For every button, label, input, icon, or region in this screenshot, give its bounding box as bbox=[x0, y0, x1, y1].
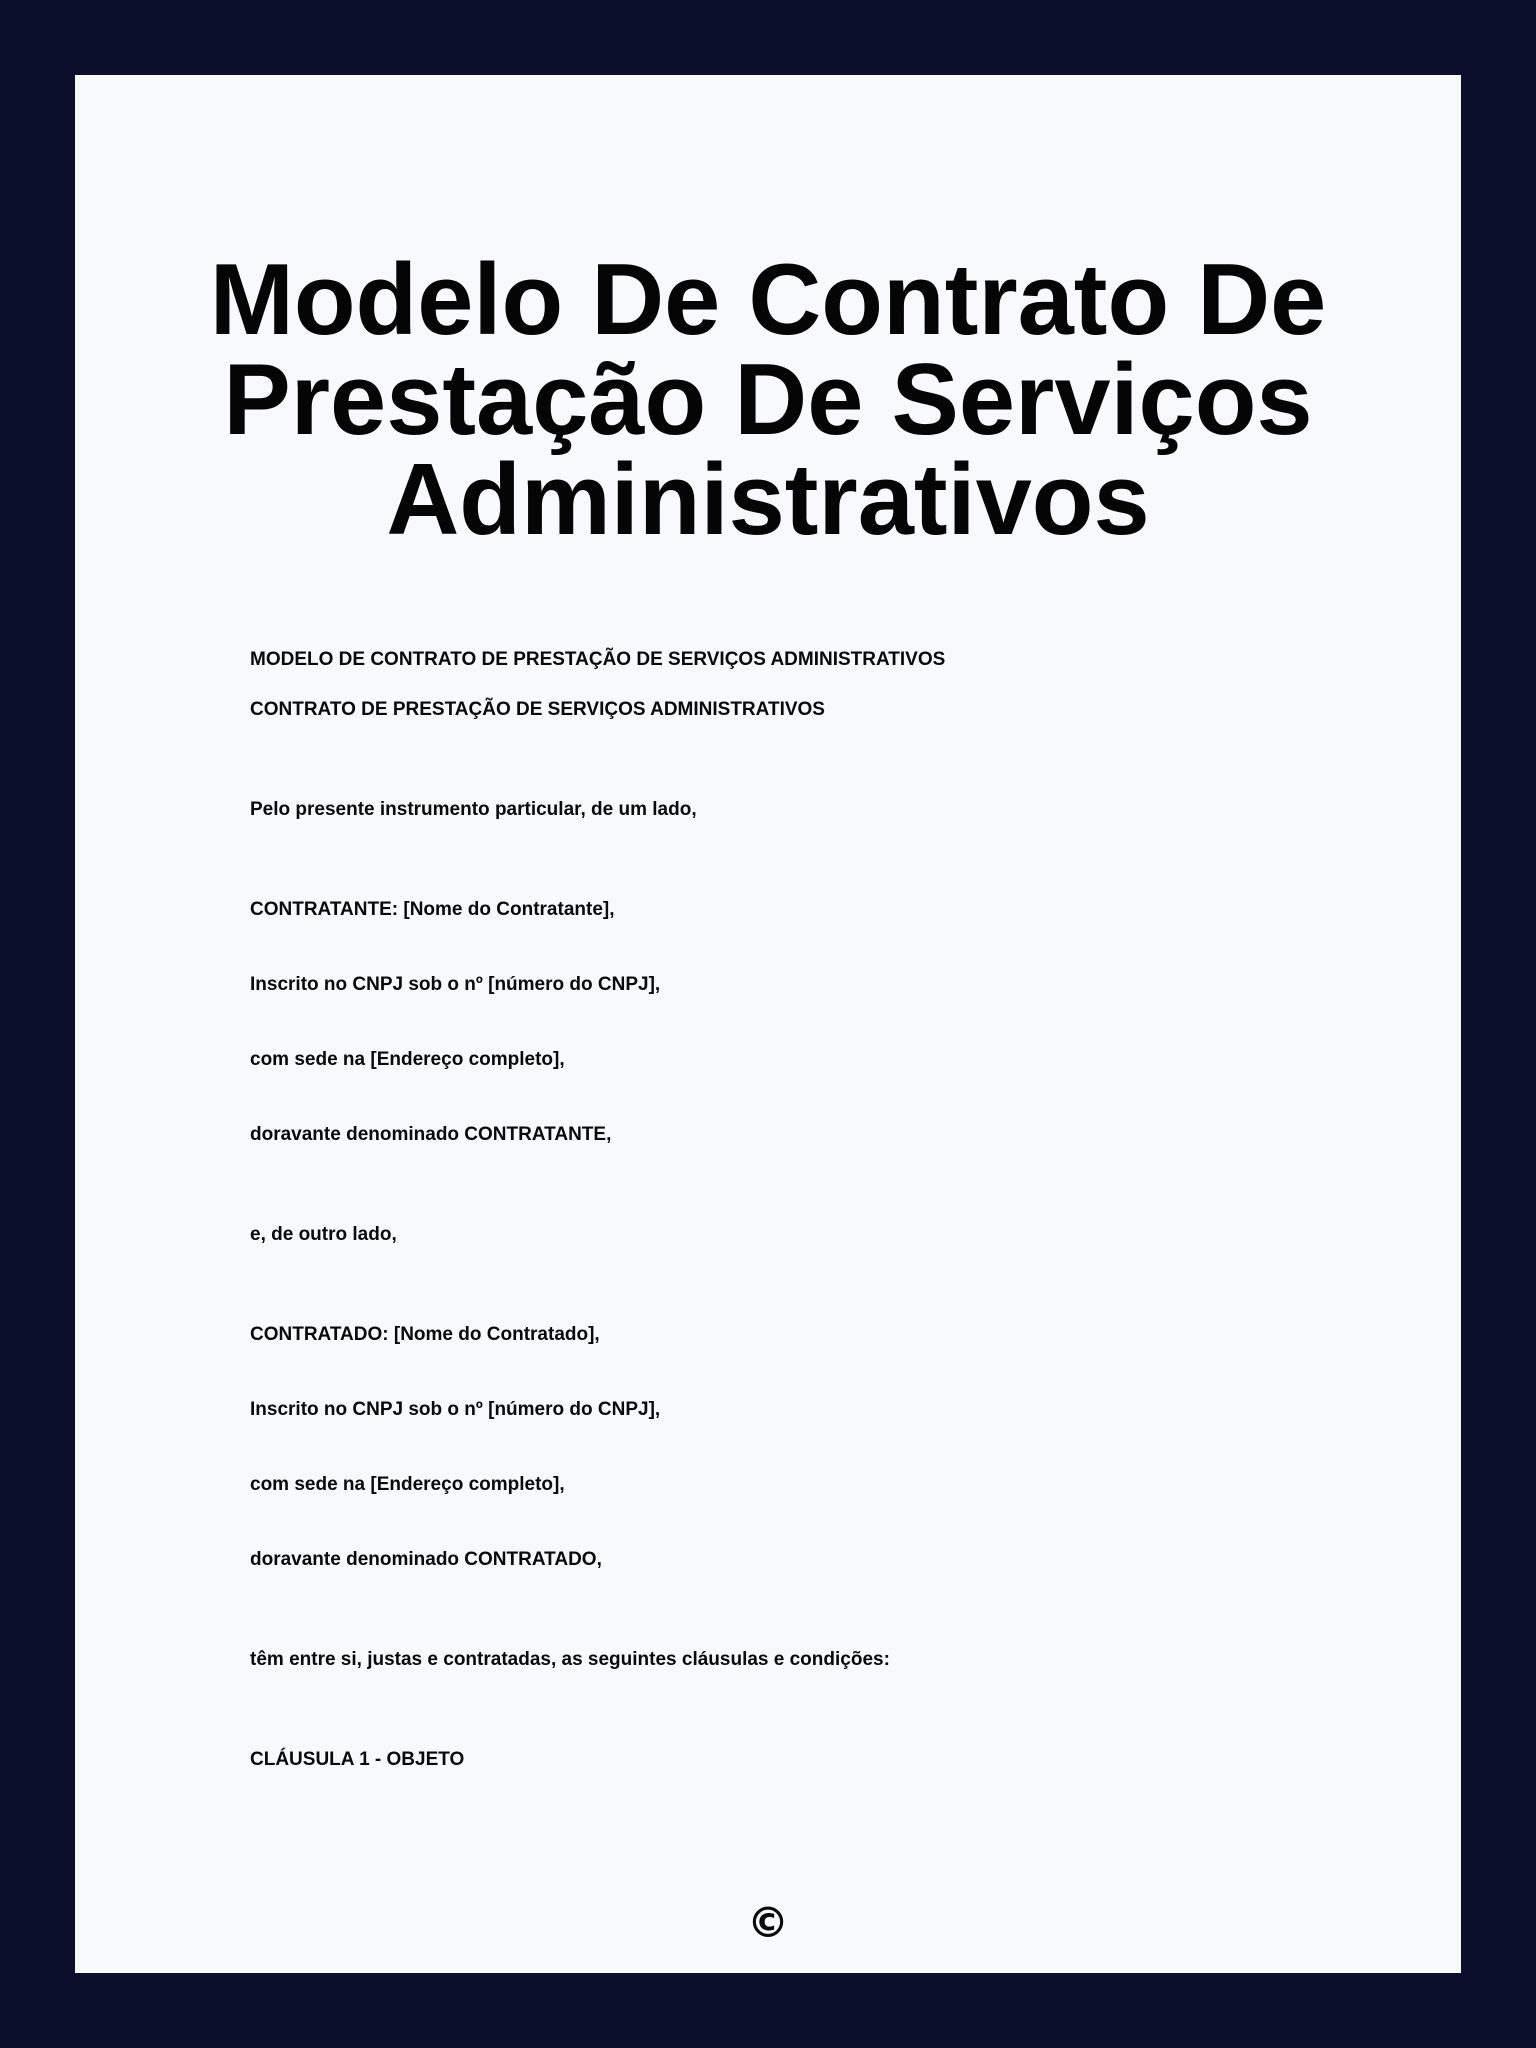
contratado-address-line: com sede na [Endereço completo], bbox=[250, 1474, 565, 1495]
contratado-denomination-line: doravante denominado CONTRATADO, bbox=[250, 1549, 602, 1570]
contratante-name-line: CONTRATANTE: [Nome do Contratante], bbox=[250, 899, 615, 920]
contratante-address-line: com sede na [Endereço completo], bbox=[250, 1049, 565, 1070]
document-title: Modelo De Contrato De Prestação De Serviços Administrativos bbox=[209, 244, 1327, 556]
clause-1-heading: CLÁUSULA 1 - OBJETO bbox=[250, 1749, 465, 1770]
contratante-cnpj-line: Inscrito no CNPJ sob o nº [número do CNPJ], bbox=[250, 974, 661, 995]
copyright-icon: © bbox=[747, 1898, 789, 1947]
document-page bbox=[75, 75, 1461, 1973]
document-heading-line: MODELO DE CONTRATO DE PRESTAÇÃO DE SERVIÇOS ADMINISTRATIVOS bbox=[250, 649, 946, 670]
contratado-name-line: CONTRATADO: [Nome do Contratado], bbox=[250, 1324, 600, 1345]
contratado-cnpj-line: Inscrito no CNPJ sob o nº [número do CNPJ], bbox=[250, 1399, 661, 1420]
contratante-denomination-line: doravante denominado CONTRATANTE, bbox=[250, 1124, 612, 1145]
other-party-line: e, de outro lado, bbox=[250, 1224, 397, 1245]
agreement-line: têm entre si, justas e contratadas, as seguintes cláusulas e condições: bbox=[250, 1649, 890, 1670]
intro-line: Pelo presente instrumento particular, de um lado, bbox=[250, 799, 697, 820]
contract-heading-line: CONTRATO DE PRESTAÇÃO DE SERVIÇOS ADMINISTRATIVOS bbox=[250, 699, 825, 720]
